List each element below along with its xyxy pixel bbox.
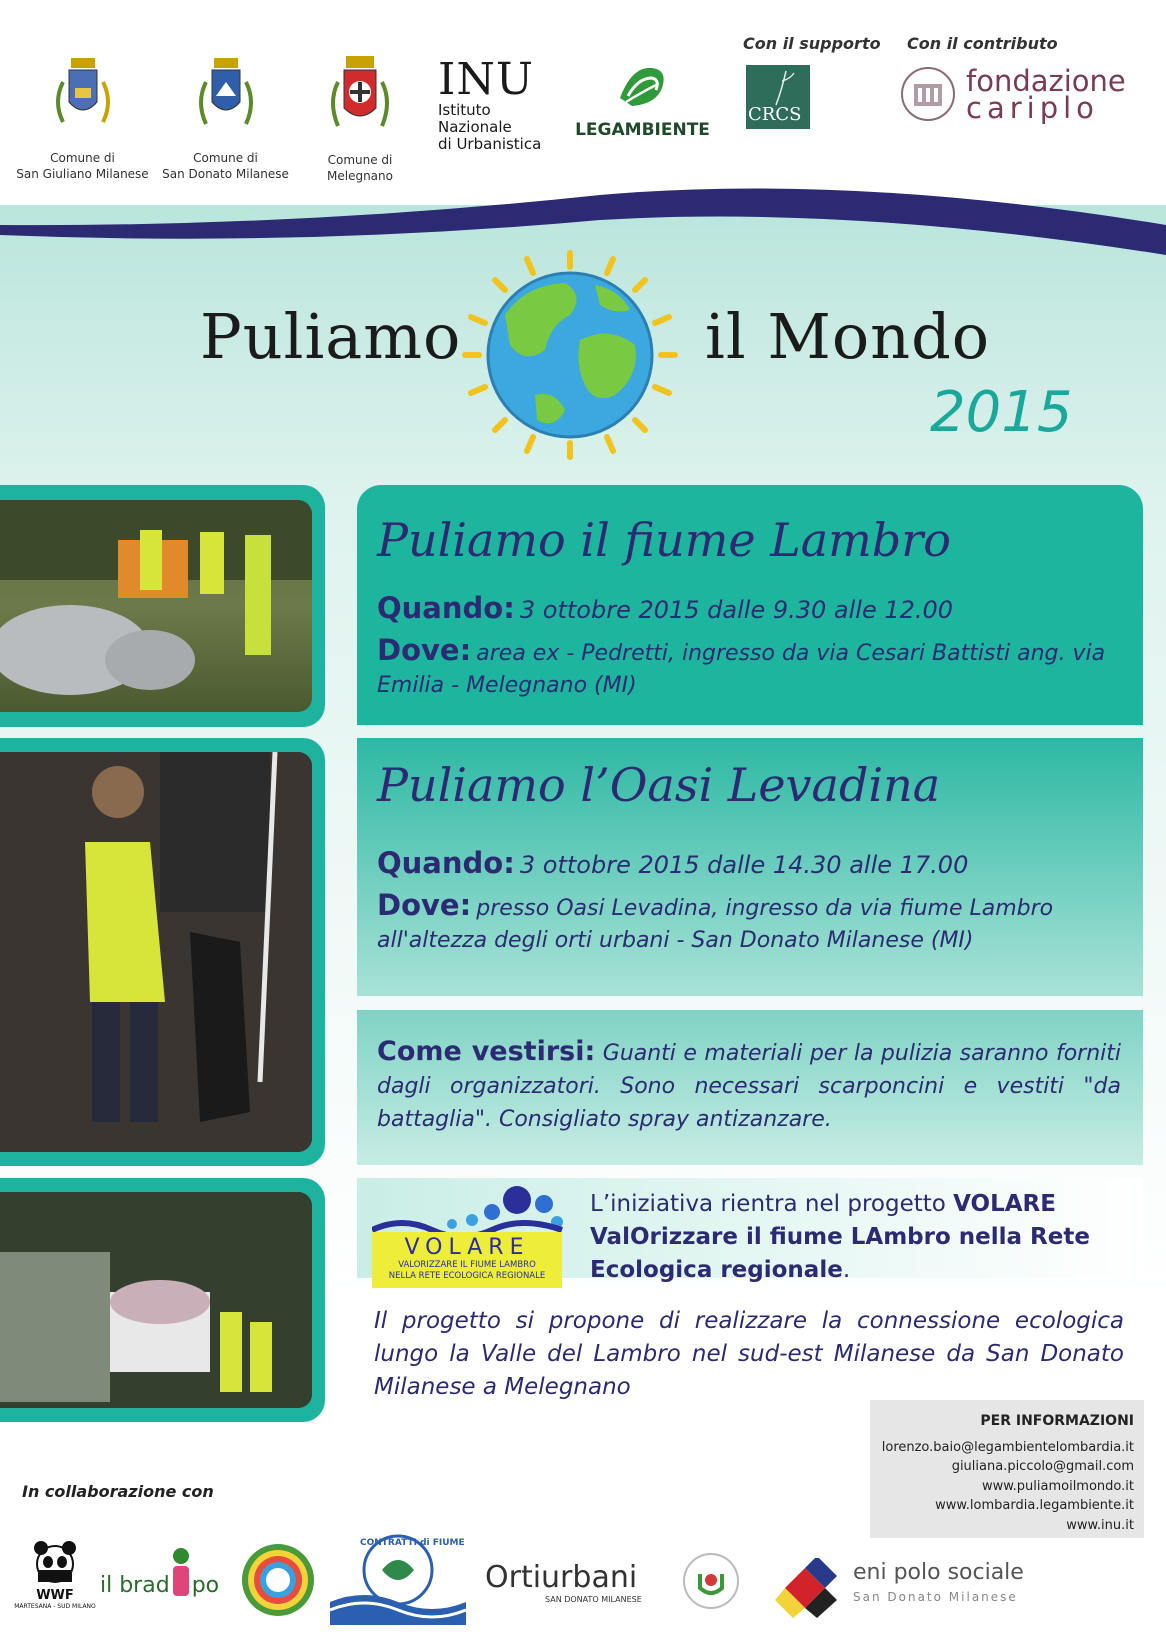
dress-code-box (357, 1010, 1143, 1165)
logo-round-partner (682, 1552, 740, 1614)
logo-fondazione-cariplo: fondazione cariplo (900, 66, 1150, 126)
logo-associazione-difesa-lambro (240, 1542, 316, 1622)
swan-icon (612, 58, 674, 116)
coat-of-arms-icon (186, 52, 266, 142)
eni-cubes-icon (775, 1558, 845, 1618)
volare-logo-plate: VOLARE VALORIZZARE IL FIUME LAMBRO NELLA RETE ECOLOGICA REGIONALE (372, 1232, 562, 1288)
volare-description: L’iniziativa rientra nel progetto VOLARE ValOrizzare il fiume LAmbro nella Rete Ecologica regionale. (590, 1191, 1090, 1283)
volunteers-photo (0, 500, 312, 712)
info-email-2[interactable]: giuliana.piccolo@gmail.com (951, 1459, 1134, 1474)
logo-legambiente: LEGAMBIENTE (575, 58, 710, 140)
cariplo-seal-icon (900, 66, 956, 122)
car-scene (0, 1192, 312, 1408)
title-puliamo: Puliamo (200, 300, 462, 373)
project-description: Il progetto si propone di realizzare la connessione ecologica lungo la Valle del Lambro nel sud-est Milanese da San Donato Milanese a Melegnano (374, 1308, 1124, 1400)
event-when: Quando: 3 ottobre 2015 dalle 9.30 alle 12.00 (377, 591, 954, 625)
logo-melegnano: Comune di Melegnano (310, 52, 410, 184)
bradipo-i-icon (170, 1548, 192, 1598)
event-title: Puliamo l’Oasi Levadina (377, 758, 941, 812)
collaboration-label: In collaborazione con (22, 1482, 214, 1501)
logo-orti-urbani: Ortiurbani SAN DONATO MILANESE (485, 1560, 642, 1604)
inu-acronym: INU (438, 54, 534, 105)
event-box-lambro (357, 485, 1143, 725)
logo-san-giuliano: Comune di San Giuliano Milanese (10, 52, 155, 182)
car-photo (0, 1192, 312, 1408)
rainbow-seal-icon (240, 1542, 316, 1618)
earth-globe-icon (455, 245, 685, 465)
child-photo (0, 752, 312, 1152)
coat-of-arms-icon (320, 52, 400, 144)
dress-code-text: Come vestirsi: Guanti e materiali per la pulizia saranno forniti dagli organizzatori. Sono necessari scarponcini e vestiti "da battaglia". Consigliato spray antizanzare. (377, 1036, 1121, 1132)
info-website-2[interactable]: www.lombardia.legambiente.it (935, 1498, 1134, 1513)
logo-il-bradipo: il brad po (100, 1548, 220, 1598)
logo-inu: INU Istituto Nazionale di Urbanistica (438, 58, 568, 153)
logo-crcs: CRCS (746, 65, 810, 129)
event-when: Quando: 3 ottobre 2015 dalle 14.30 alle 17.00 (377, 846, 969, 880)
volunteers-scene (0, 500, 312, 712)
title-il-mondo: il Mondo (705, 300, 991, 373)
child-scene (0, 752, 312, 1152)
logo-contratti-di-fiume: CONTRATTI di FIUME (330, 1530, 466, 1629)
event-where: Dove: presso Oasi Levadina, ingresso da via fiume Lambro all'altezza degli orti urbani - San Donato Milanese (MI) (377, 888, 1054, 953)
info-website-3[interactable]: www.inu.it (1066, 1517, 1134, 1533)
logo-san-donato: Comune di San Donato Milanese (158, 52, 293, 182)
contact-info-box (870, 1400, 1144, 1538)
event-where: Dove: area ex - Pedretti, ingresso da via Cesari Battisti ang. via Emilia - Melegnano (MI) (377, 633, 1106, 698)
volare-logo (372, 1186, 567, 1290)
info-website-1[interactable]: www.puliamoilmondo.it (981, 1478, 1134, 1494)
info-email-1[interactable]: lorenzo.baio@legambientelombardia.it (881, 1439, 1134, 1455)
logo-wwf: WWF MARTESANA - SUD MILANO (10, 1540, 100, 1610)
coat-of-arms-icon (43, 52, 123, 142)
title-year: 2015 (930, 380, 1073, 445)
garden-badge-icon (682, 1552, 740, 1610)
support-label: Con il supporto (743, 34, 881, 53)
event-title: Puliamo il fiume Lambro (377, 513, 951, 567)
panda-icon (32, 1540, 78, 1584)
info-title: PER INFORMAZIONI (980, 1413, 1134, 1429)
contribution-label: Con il contributo (907, 34, 1058, 53)
event-box-oasi-levadina (357, 738, 1143, 996)
